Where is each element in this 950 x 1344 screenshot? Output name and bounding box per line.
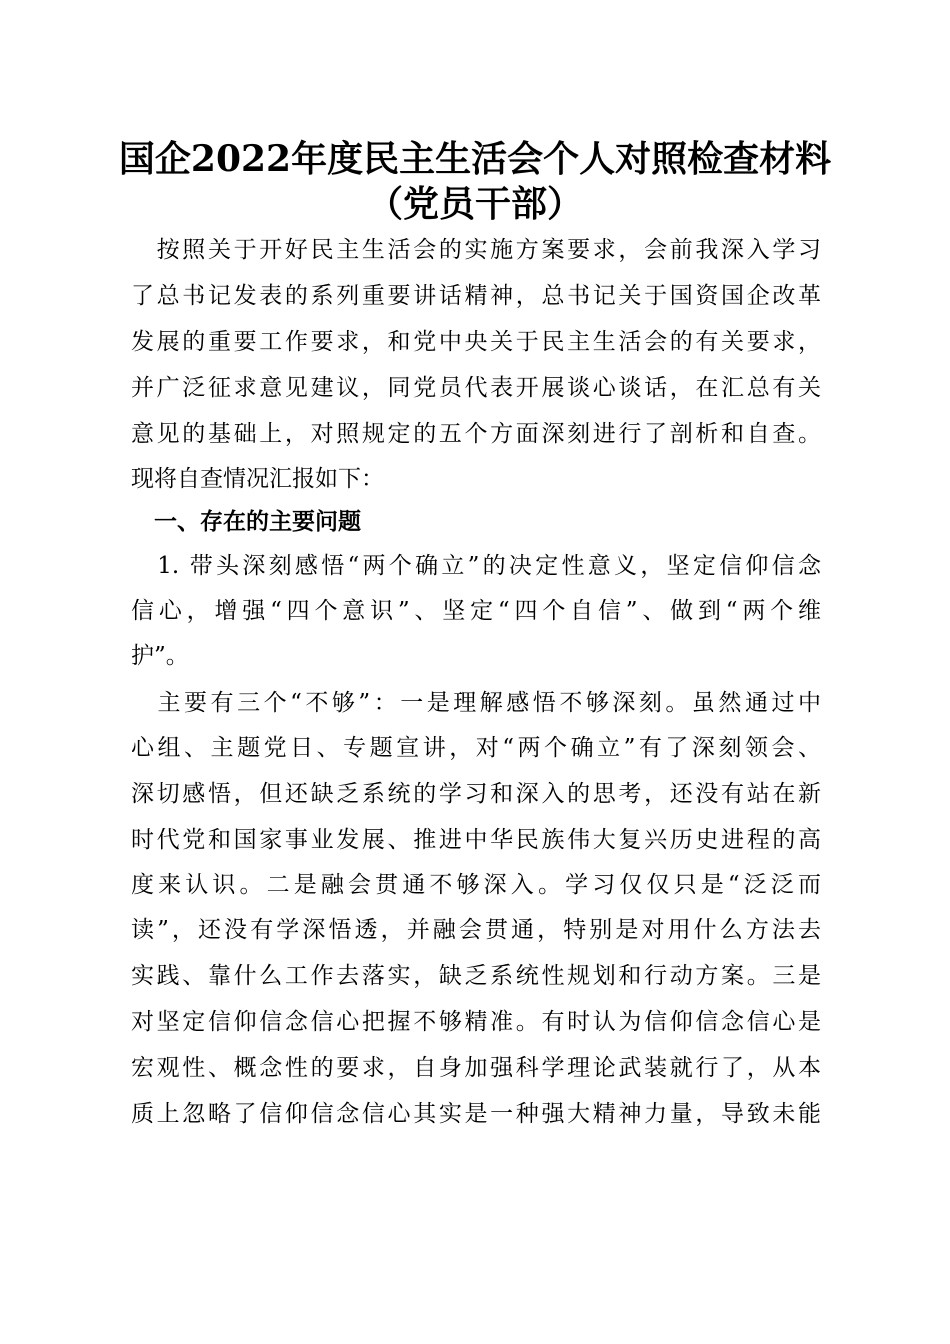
text-line: 发展的重要工作要求，和党中央关于民主生活会的有关要求， <box>131 329 821 355</box>
text-line: 1. 带头深刻感悟“两个确立”的决定性意义，坚定信仰信念 <box>131 553 821 579</box>
text-line: 读”，还没有学深悟透，并融会贯通，特别是对用什么方法去 <box>131 917 821 943</box>
text-line: 宏观性、概念性的要求，自身加强科学理论武装就行了，从本 <box>131 1055 821 1081</box>
text-line: 度来认识。二是融会贯通不够深入。学习仅仅只是“泛泛而 <box>131 872 821 898</box>
text-line: 实践、靠什么工作去落实，缺乏系统性规划和行动方案。三是 <box>131 963 821 989</box>
document-subtitle: （党员干部） <box>366 183 583 225</box>
text-line: 信心，增强“四个意识”、坚定“四个自信”、做到“两个维 <box>131 598 821 624</box>
text-line: 时代党和国家事业发展、推进中华民族伟大复兴历史进程的高 <box>131 827 821 853</box>
text-line: 护”。 <box>131 643 189 669</box>
text-line: 了总书记发表的系列重要讲话精神，总书记关于国资国企改革 <box>131 283 821 309</box>
text-line: 现将自查情况汇报如下： <box>131 466 384 492</box>
text-line: 质上忽略了信仰信念信心其实是一种强大精神力量，导致未能 <box>131 1101 821 1127</box>
section-heading: 一、存在的主要问题 <box>131 509 361 535</box>
text-line: 心组、主题党日、专题宣讲，对“两个确立”有了深刻领会、 <box>131 735 821 761</box>
text-line: 按照关于开好民主生活会的实施方案要求，会前我深入学习 <box>131 237 821 263</box>
text-line: 并广泛征求意见建议，同党员代表开展谈心谈话，在汇总有关 <box>131 375 821 401</box>
document-title: 国企2022年度民主生活会个人对照检查材料 <box>118 138 832 180</box>
text-line: 深切感悟，但还缺乏系统的学习和深入的思考，还没有站在新 <box>131 781 821 807</box>
text-line: 意见的基础上，对照规定的五个方面深刻进行了剖析和自查。 <box>131 421 821 447</box>
text-line: 对坚定信仰信念信心把握不够精准。有时认为信仰信念信心是 <box>131 1009 821 1035</box>
text-line: 主要有三个“不够”：一是理解感悟不够深刻。虽然通过中 <box>131 690 821 716</box>
